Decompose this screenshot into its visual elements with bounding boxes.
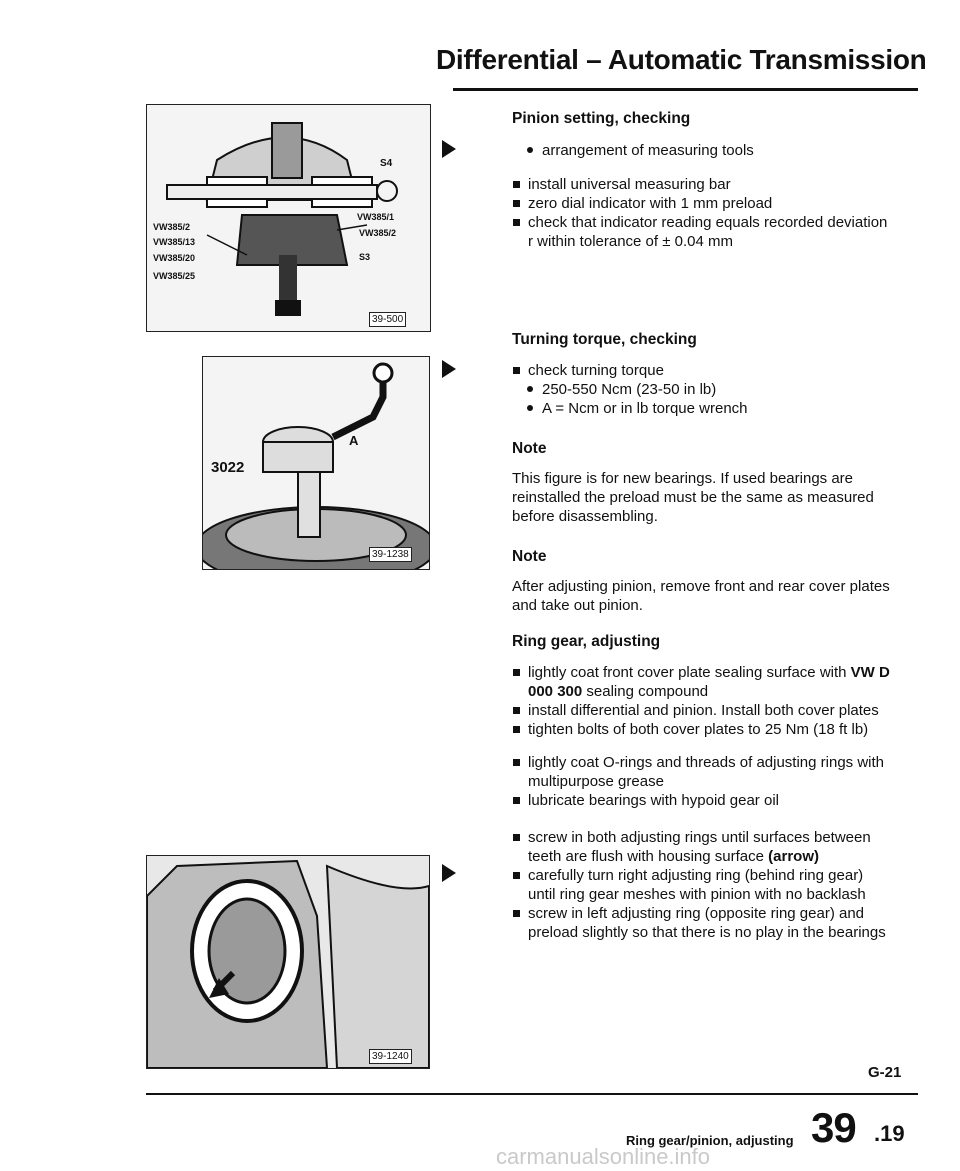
pointer-arrow-icon — [442, 140, 456, 158]
callout-vw385-20: VW385/20 — [153, 253, 196, 263]
callout-s4: S4 — [380, 158, 393, 169]
list-item: A = Ncm or in lb torque wrench — [512, 399, 892, 418]
section-heading: Turning torque, checking — [512, 331, 697, 348]
top-rule — [453, 88, 918, 91]
pointer-arrow-icon — [442, 864, 456, 882]
list-item: check turning torque — [512, 361, 892, 380]
list-item: install universal measuring bar — [512, 175, 892, 194]
callout-vw385-1: VW385/1 — [357, 212, 395, 222]
ring-gear-illustration — [147, 856, 429, 1068]
watermark: carmanualsonline.info — [496, 1144, 711, 1169]
footer-section-number: 39 — [811, 1104, 856, 1151]
note-heading: Note — [512, 440, 547, 457]
section-turning-torque — [512, 330, 892, 615]
list-item: arrangement of measuring tools — [512, 141, 892, 160]
figure-turning-torque — [202, 356, 430, 570]
section-heading: Ring gear, adjusting — [512, 633, 661, 650]
bottom-rule — [146, 1093, 918, 1095]
callout-3022: 3022 — [211, 459, 245, 476]
footer-caption: Ring gear/pinion, adjusting — [626, 1133, 794, 1148]
list-item: check that indicator reading equals recorded deviation r within tolerance of ± 0.04 mm — [512, 213, 892, 251]
list-item: lightly coat front cover plate sealing surface with VW D 000 300 sealing compound — [512, 663, 892, 701]
callout-a: A — [349, 433, 359, 448]
list-item: zero dial indicator with 1 mm preload — [512, 194, 892, 213]
callout-vw385-13: VW385/13 — [153, 237, 196, 247]
section-ring-gear — [512, 632, 892, 942]
page-code: G-21 — [868, 1064, 902, 1081]
section-pinion-setting — [512, 109, 892, 251]
section-heading: Pinion setting, checking — [512, 110, 691, 127]
figure-label: 39-1240 — [369, 1049, 412, 1064]
list-item: tighten bolts of both cover plates to 25 Nm (18 ft lb) — [512, 720, 892, 739]
note-heading: Note — [512, 548, 547, 565]
figure-measuring-tools — [146, 104, 431, 332]
list-item: lightly coat O-rings and threads of adjusting rings with multipurpose grease — [512, 753, 892, 791]
callout-vw385-25: VW385/25 — [153, 271, 196, 281]
footer-page-number: .19 — [874, 1121, 905, 1146]
page-title: Differential – Automatic Transmission — [436, 44, 927, 75]
list-item: carefully turn right adjusting ring (behind ring gear) until ring gear meshes with pinion with no backlash — [512, 866, 892, 904]
callout-vw385-2-left: VW385/2 — [153, 222, 191, 232]
list-item: screw in left adjusting ring (opposite ring gear) and preload slightly so that there is no play in the bearings — [512, 904, 892, 942]
list-item: lubricate bearings with hypoid gear oil — [512, 791, 892, 810]
figure-label: 39-1238 — [369, 547, 412, 562]
callout-s3: S3 — [359, 252, 371, 262]
list-item: 250-550 Ncm (23-50 in lb) — [512, 380, 892, 399]
list-item: install differential and pinion. Install both cover plates — [512, 701, 892, 720]
note-text: After adjusting pinion, remove front and rear cover plates and take out pinion. — [512, 578, 890, 614]
pointer-arrow-icon — [442, 360, 456, 378]
figure-ring-gear — [146, 855, 430, 1069]
callout-vw385-2-right: VW385/2 — [359, 228, 397, 238]
figure-label: 39-500 — [369, 312, 406, 327]
list-item: screw in both adjusting rings until surfaces between teeth are flush with housing surface (arrow) — [512, 828, 892, 866]
note-text: This figure is for new bearings. If used bearings are reinstalled the preload must be the same as measured before disassembling. — [512, 470, 874, 525]
